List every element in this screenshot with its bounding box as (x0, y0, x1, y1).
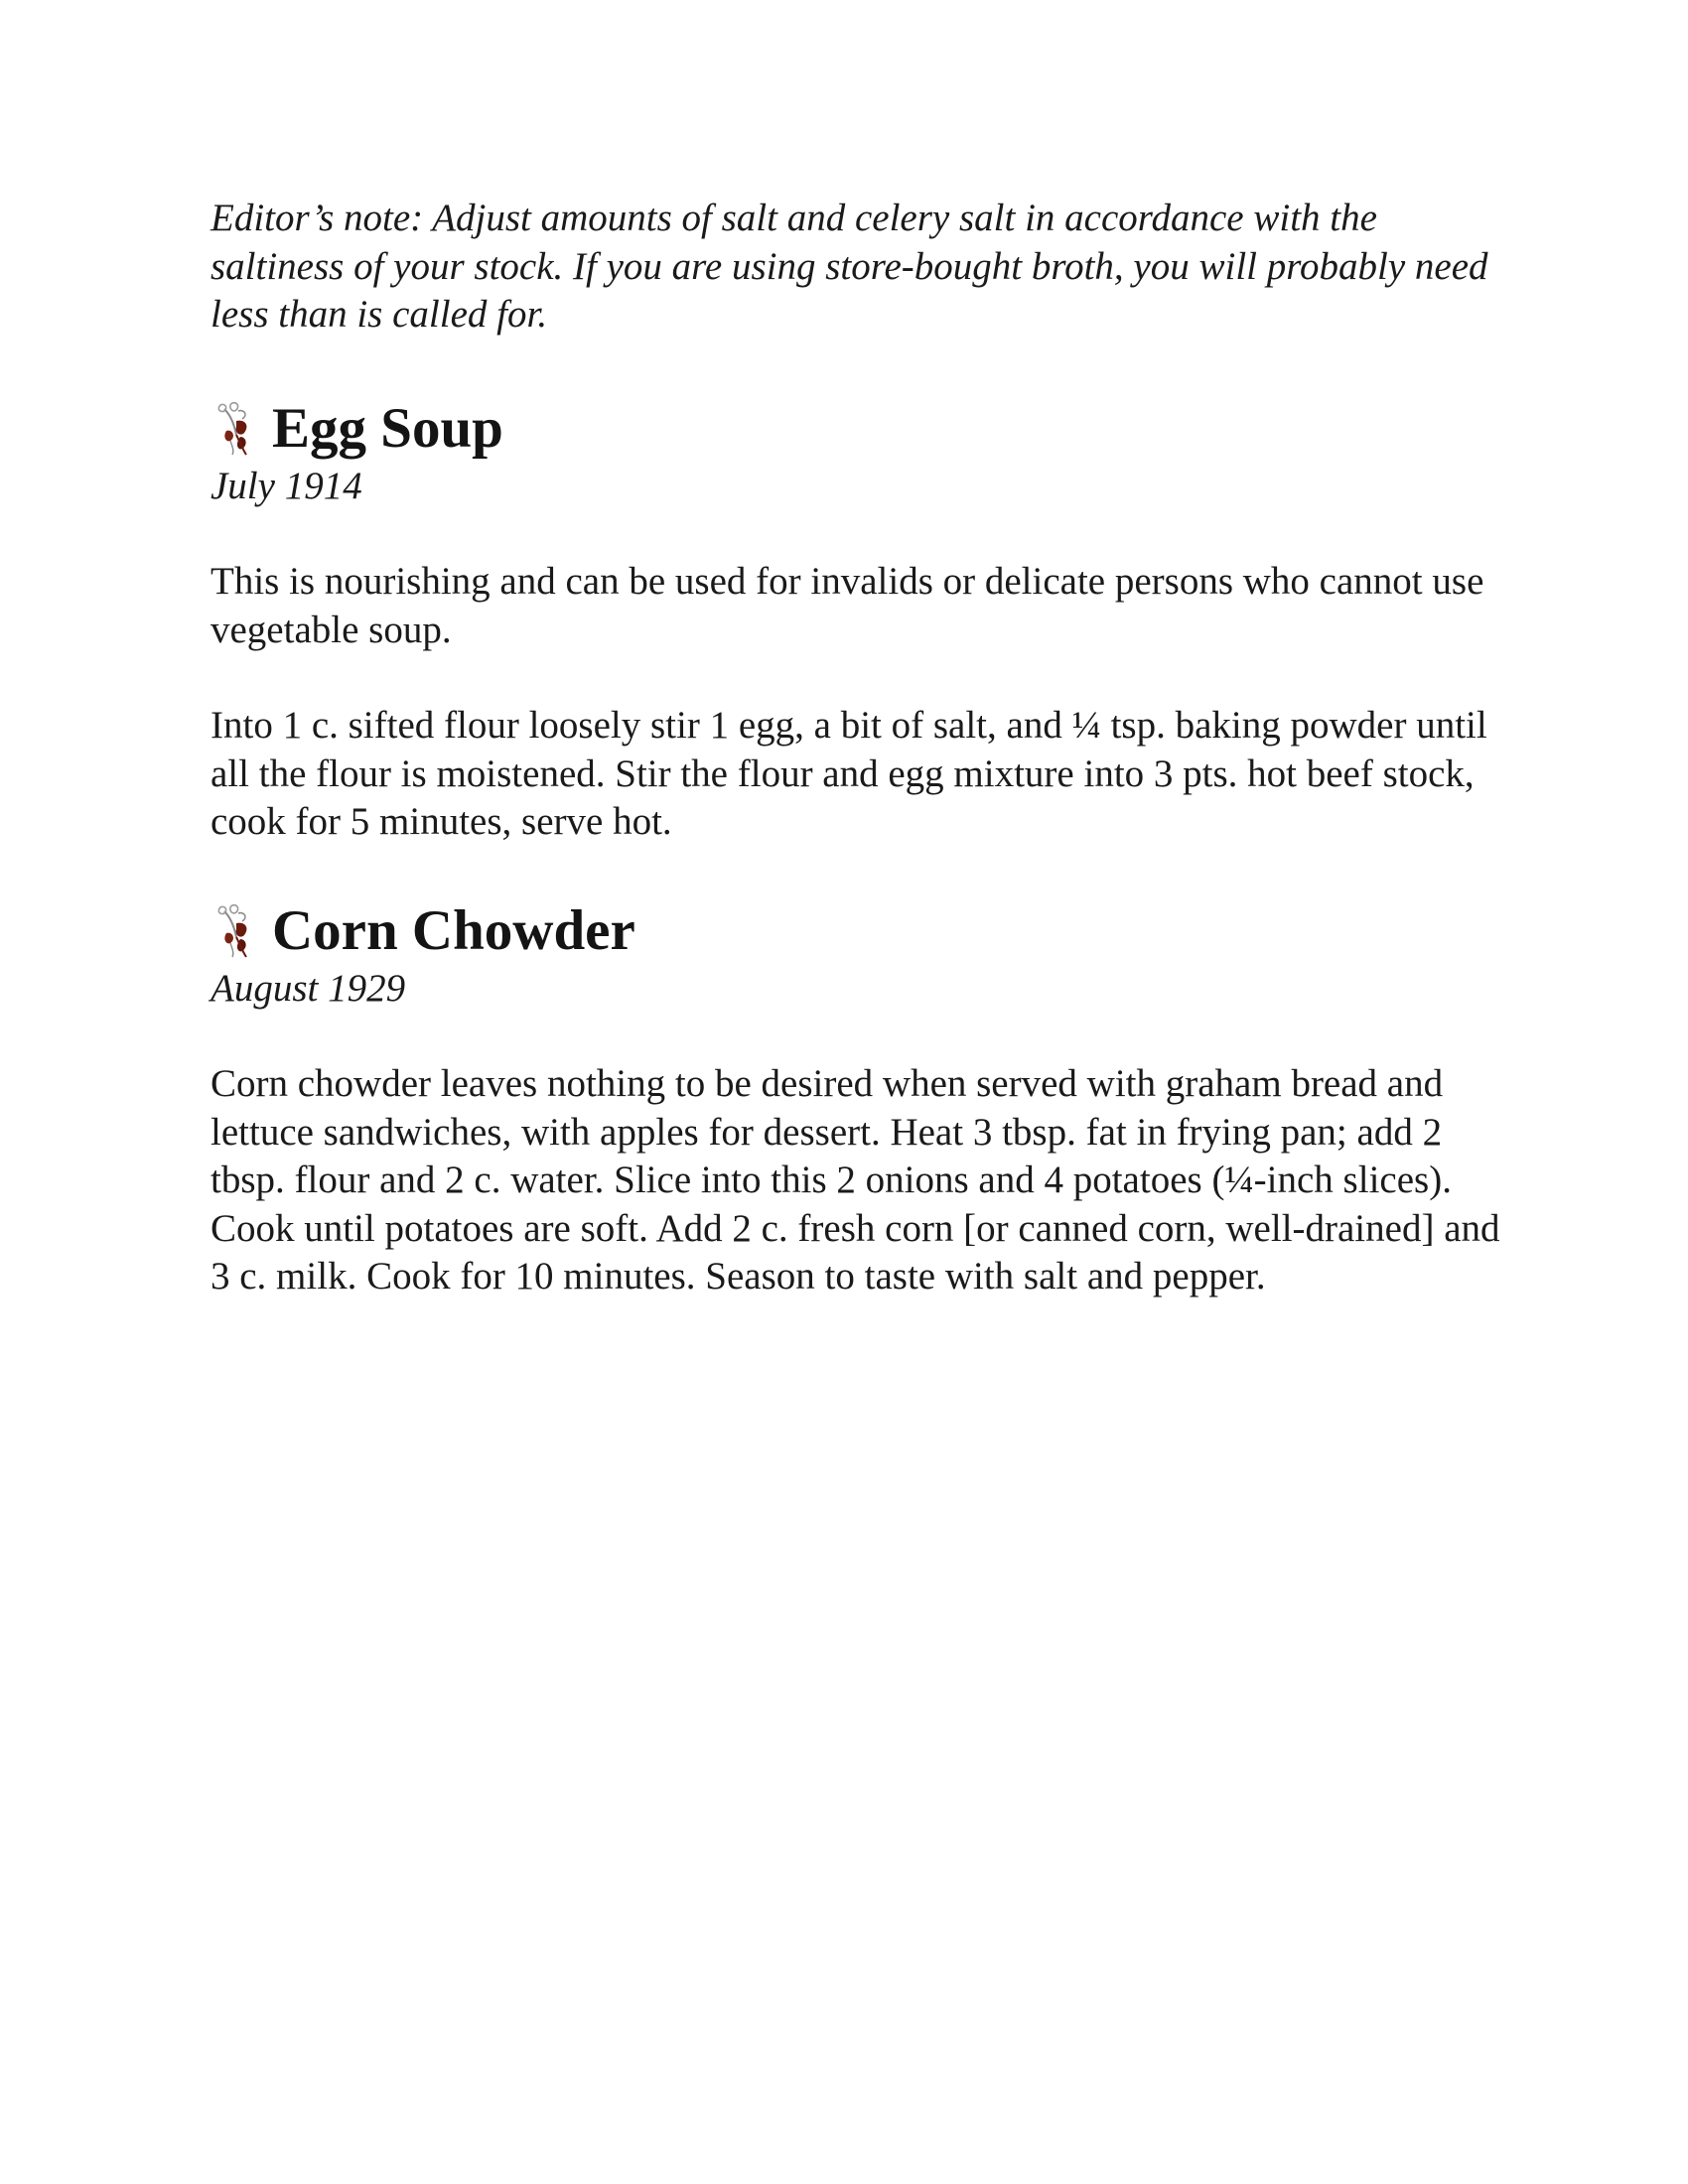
recipe-heading-corn-chowder (211, 896, 1501, 966)
recipe-title: Egg Soup (272, 396, 503, 460)
recipe-paragraph: Into 1 c. sifted flour loosely stir 1 egg, a bit of salt, and ¼ tsp. baking powder until all the flour is moistened. Stir the flour and egg mixture into 3 pts. hot beef stock, cook for 5 minutes, serve hot. (211, 704, 1487, 843)
recipe-heading-egg-soup (211, 394, 1501, 464)
recipe-paragraph: Corn chowder leaves nothing to be desired when served with graham bread and lettuce sandwiches, with apples for dessert. Heat 3 tbsp. fat in frying pan; add 2 tbsp. flour and 2 c. water. Slice into this 2 onions and 4 potatoes (¼-inch slices). Cook until potatoes are soft. Add 2 c. fresh corn [or canned corn, well-drained] and 3 c. milk. Cook for 10 minutes. Season to taste with salt and pepper. (211, 1062, 1500, 1297)
recipe-date: August 1929 (211, 966, 406, 1010)
recipe-date: July 1914 (211, 464, 362, 507)
wheat-sprig-icon (211, 903, 262, 959)
recipe-paragraph: This is nourishing and can be used for invalids or delicate persons who cannot use vegetable soup. (211, 560, 1484, 651)
recipe-title: Corn Chowder (272, 898, 635, 962)
document-page (211, 195, 1501, 1301)
editors-note: Editor’s note: Adjust amounts of salt and celery salt in accordance with the saltiness of your stock. If you are using store-bought broth, you will probably need less than is called for. (211, 197, 1488, 336)
wheat-sprig-icon (211, 401, 262, 457)
